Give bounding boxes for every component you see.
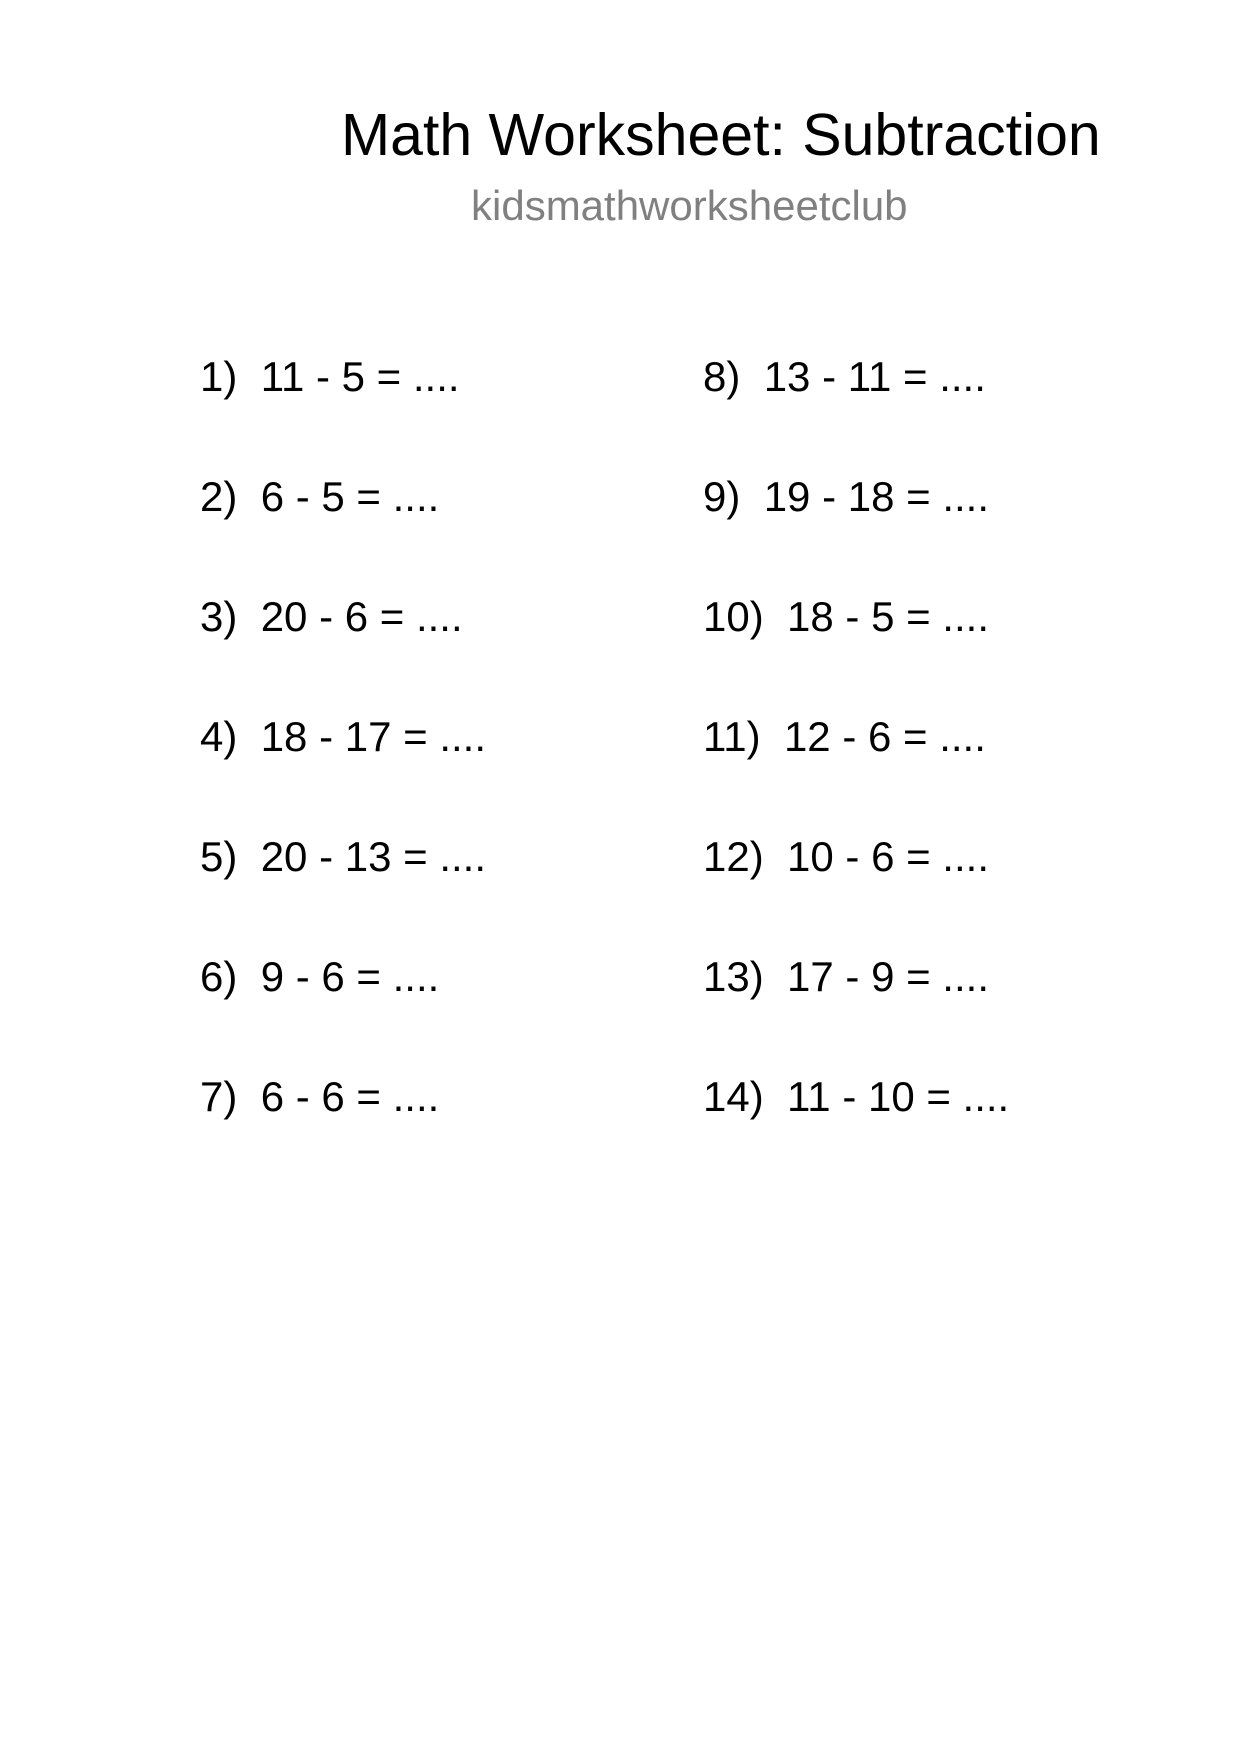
- problem-item: [200, 832, 486, 882]
- problem-item: [703, 592, 989, 642]
- problem-number: 1): [200, 353, 238, 400]
- problem-number: 2): [200, 473, 238, 520]
- problem-item: [200, 1072, 439, 1122]
- problem-item: [703, 1072, 1009, 1122]
- problem-number: 8): [703, 353, 741, 400]
- problem-expression: 17 - 9 = ....: [787, 953, 989, 1000]
- problem-expression: 19 - 18 = ....: [763, 473, 990, 520]
- problem-expression: 6 - 5 = ....: [260, 473, 440, 520]
- problem-item: [200, 952, 439, 1002]
- problem-item: [703, 472, 989, 522]
- problem-expression: 20 - 13 = ....: [260, 833, 487, 880]
- problem-expression: 6 - 6 = ....: [260, 1073, 440, 1120]
- problem-expression: 10 - 6 = ....: [787, 833, 989, 880]
- problem-expression: 11 - 10 = ....: [787, 1073, 1010, 1120]
- page-subtitle: kidsmathworksheetclub: [471, 182, 908, 229]
- problem-item: [200, 592, 463, 642]
- problem-number: 5): [200, 833, 238, 880]
- problem-item: [200, 352, 460, 402]
- problem-expression: 18 - 17 = ....: [260, 713, 487, 760]
- problem-number: 9): [703, 473, 741, 520]
- problem-number: 11): [703, 713, 761, 760]
- problem-number: 13): [703, 953, 764, 1000]
- problem-number: 6): [200, 953, 238, 1000]
- problem-item: [703, 832, 989, 882]
- problem-item: [200, 712, 486, 762]
- problem-item: [703, 952, 989, 1002]
- page-title: Math Worksheet: Subtraction: [341, 102, 1101, 168]
- problem-expression: 9 - 6 = ....: [260, 953, 440, 1000]
- problem-number: 7): [200, 1073, 238, 1120]
- problem-expression: 18 - 5 = ....: [787, 593, 989, 640]
- problem-item: [703, 352, 986, 402]
- problem-expression: 13 - 11 = ....: [763, 353, 986, 400]
- problem-number: 4): [200, 713, 238, 760]
- problem-number: 12): [703, 833, 764, 880]
- problem-item: [200, 472, 439, 522]
- problem-number: 10): [703, 593, 764, 640]
- problem-expression: 20 - 6 = ....: [260, 593, 463, 640]
- problem-number: 14): [703, 1073, 764, 1120]
- problem-item: [703, 712, 986, 762]
- problem-expression: 11 - 5 = ....: [260, 353, 460, 400]
- problem-number: 3): [200, 593, 238, 640]
- problem-expression: 12 - 6 = ....: [783, 713, 986, 760]
